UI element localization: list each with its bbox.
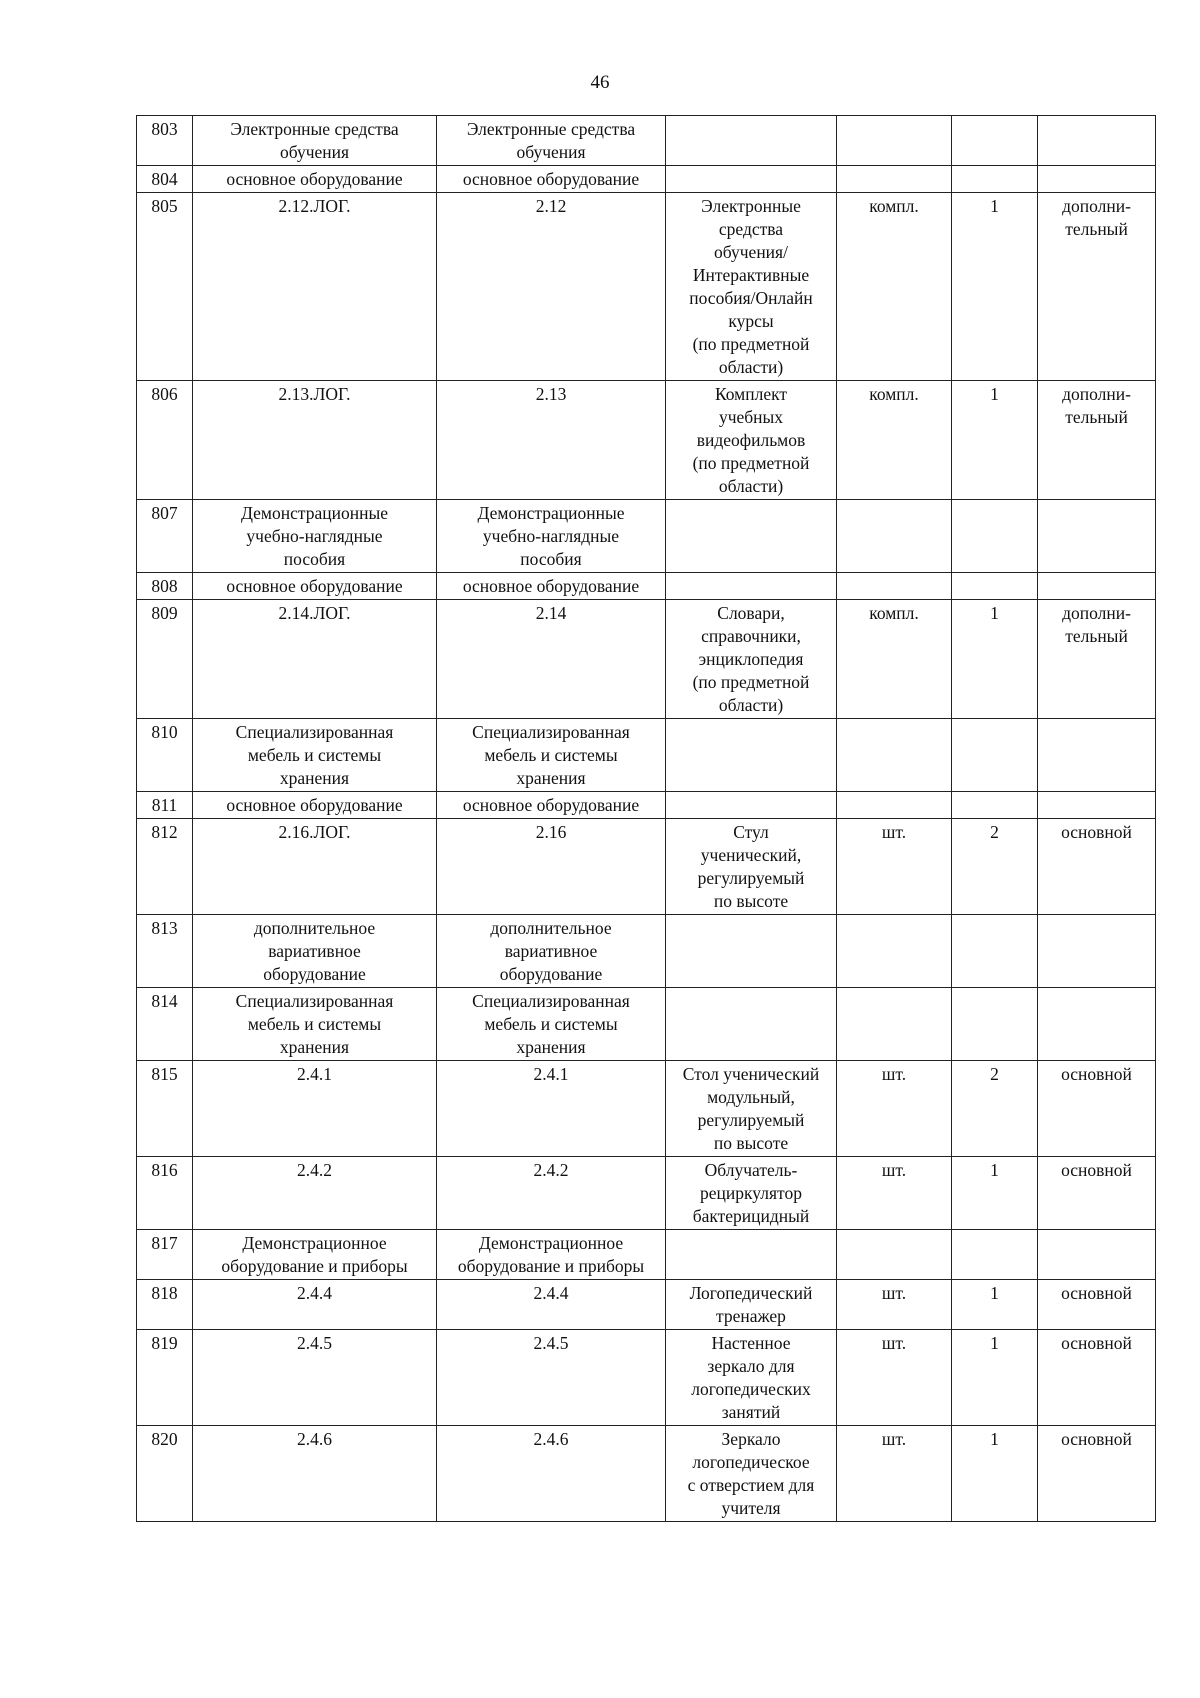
code-section-cell: основное оборудование [193, 166, 437, 193]
unit-cell [837, 166, 952, 193]
equipment-type-cell [1038, 573, 1156, 600]
unit-cell: шт. [837, 1426, 952, 1522]
quantity-cell: 1 [952, 193, 1038, 381]
table-row [137, 381, 1156, 500]
row-number-cell: 804 [137, 166, 193, 193]
row-number-cell: 803 [137, 116, 193, 166]
quantity-cell [952, 719, 1038, 792]
item-name-cell [666, 1230, 837, 1280]
table-row [137, 1426, 1156, 1522]
equipment-type-cell [1038, 792, 1156, 819]
code-cell: Демонстрационное оборудование и приборы [437, 1230, 666, 1280]
quantity-cell [952, 573, 1038, 600]
unit-cell: компл. [837, 193, 952, 381]
code-cell: 2.4.6 [437, 1426, 666, 1522]
unit-cell [837, 116, 952, 166]
table-row [137, 792, 1156, 819]
unit-cell: шт. [837, 1280, 952, 1330]
item-name-cell: Стул ученический, регулируемый по высоте [666, 819, 837, 915]
unit-cell [837, 915, 952, 988]
item-name-cell [666, 500, 837, 573]
row-number-cell: 814 [137, 988, 193, 1061]
table-row [137, 988, 1156, 1061]
row-number-cell: 806 [137, 381, 193, 500]
item-name-cell: Логопедический тренажер [666, 1280, 837, 1330]
table-body [137, 116, 1156, 1522]
unit-cell: шт. [837, 1061, 952, 1157]
quantity-cell: 1 [952, 1280, 1038, 1330]
quantity-cell: 2 [952, 1061, 1038, 1157]
row-number-cell: 817 [137, 1230, 193, 1280]
quantity-cell: 1 [952, 1330, 1038, 1426]
unit-cell: шт. [837, 819, 952, 915]
quantity-cell: 1 [952, 1426, 1038, 1522]
code-cell: дополнительное вариативное оборудование [437, 915, 666, 988]
item-name-cell: Электронные средства обучения/ Интерактивные пособия/Онлайн курсы (по предметной области) [666, 193, 837, 381]
code-cell: 2.4.1 [437, 1061, 666, 1157]
table-row [137, 719, 1156, 792]
code-section-cell: 2.16.ЛОГ. [193, 819, 437, 915]
code-section-cell: Специализированная мебель и системы хранения [193, 988, 437, 1061]
table-row [137, 166, 1156, 193]
quantity-cell [952, 988, 1038, 1061]
unit-cell [837, 573, 952, 600]
unit-cell [837, 1230, 952, 1280]
code-section-cell: Демонстрационное оборудование и приборы [193, 1230, 437, 1280]
row-number-cell: 816 [137, 1157, 193, 1230]
code-section-cell: Демонстрационные учебно-наглядные пособия [193, 500, 437, 573]
code-cell: 2.4.4 [437, 1280, 666, 1330]
item-name-cell [666, 166, 837, 193]
code-cell: основное оборудование [437, 573, 666, 600]
item-name-cell: Стол ученический модульный, регулируемый по высоте [666, 1061, 837, 1157]
code-section-cell: дополнительное вариативное оборудование [193, 915, 437, 988]
quantity-cell [952, 1230, 1038, 1280]
code-cell: 2.16 [437, 819, 666, 915]
page-number: 46 [590, 72, 610, 93]
code-cell: 2.4.2 [437, 1157, 666, 1230]
row-number-cell: 813 [137, 915, 193, 988]
unit-cell [837, 988, 952, 1061]
equipment-type-cell [1038, 500, 1156, 573]
item-name-cell: Словари, справочники, энциклопедия (по предметной области) [666, 600, 837, 719]
quantity-cell: 2 [952, 819, 1038, 915]
code-section-cell: основное оборудование [193, 573, 437, 600]
code-section-cell: 2.13.ЛОГ. [193, 381, 437, 500]
item-name-cell: Облучатель- рециркулятор бактерицидный [666, 1157, 837, 1230]
code-section-cell: 2.4.5 [193, 1330, 437, 1426]
code-section-cell: 2.12.ЛОГ. [193, 193, 437, 381]
code-cell: Демонстрационные учебно-наглядные пособия [437, 500, 666, 573]
row-number-cell: 820 [137, 1426, 193, 1522]
quantity-cell: 1 [952, 381, 1038, 500]
row-number-cell: 812 [137, 819, 193, 915]
quantity-cell [952, 500, 1038, 573]
unit-cell [837, 792, 952, 819]
unit-cell [837, 500, 952, 573]
code-section-cell: 2.14.ЛОГ. [193, 600, 437, 719]
code-cell: основное оборудование [437, 792, 666, 819]
row-number-cell: 808 [137, 573, 193, 600]
equipment-table [136, 115, 1156, 1522]
equipment-type-cell: дополни- тельный [1038, 381, 1156, 500]
equipment-type-cell [1038, 719, 1156, 792]
quantity-cell [952, 166, 1038, 193]
table-row [137, 1061, 1156, 1157]
code-cell: Специализированная мебель и системы хранения [437, 988, 666, 1061]
equipment-type-cell: основной [1038, 1330, 1156, 1426]
code-cell: 2.13 [437, 381, 666, 500]
code-cell: Специализированная мебель и системы хранения [437, 719, 666, 792]
code-section-cell: 2.4.6 [193, 1426, 437, 1522]
table-row [137, 116, 1156, 166]
equipment-type-cell: основной [1038, 819, 1156, 915]
equipment-type-cell: основной [1038, 1157, 1156, 1230]
unit-cell: компл. [837, 600, 952, 719]
code-section-cell: 2.4.2 [193, 1157, 437, 1230]
table-row [137, 1330, 1156, 1426]
table-row [137, 193, 1156, 381]
code-cell: 2.14 [437, 600, 666, 719]
row-number-cell: 818 [137, 1280, 193, 1330]
equipment-type-cell: дополни- тельный [1038, 193, 1156, 381]
row-number-cell: 810 [137, 719, 193, 792]
quantity-cell: 1 [952, 600, 1038, 719]
code-section-cell: основное оборудование [193, 792, 437, 819]
unit-cell [837, 719, 952, 792]
table-row [137, 1157, 1156, 1230]
unit-cell: компл. [837, 381, 952, 500]
table-row [137, 819, 1156, 915]
quantity-cell: 1 [952, 1157, 1038, 1230]
row-number-cell: 805 [137, 193, 193, 381]
code-cell: 2.12 [437, 193, 666, 381]
item-name-cell [666, 573, 837, 600]
item-name-cell: Зеркало логопедическое с отверстием для учителя [666, 1426, 837, 1522]
code-cell: 2.4.5 [437, 1330, 666, 1426]
unit-cell: шт. [837, 1157, 952, 1230]
row-number-cell: 819 [137, 1330, 193, 1426]
equipment-type-cell [1038, 116, 1156, 166]
item-name-cell [666, 915, 837, 988]
equipment-type-cell [1038, 915, 1156, 988]
item-name-cell [666, 792, 837, 819]
table-row [137, 1280, 1156, 1330]
code-section-cell: 2.4.1 [193, 1061, 437, 1157]
item-name-cell [666, 719, 837, 792]
equipment-type-cell: основной [1038, 1426, 1156, 1522]
equipment-type-cell: основной [1038, 1280, 1156, 1330]
table-row [137, 600, 1156, 719]
code-section-cell: Электронные средства обучения [193, 116, 437, 166]
code-section-cell: 2.4.4 [193, 1280, 437, 1330]
row-number-cell: 815 [137, 1061, 193, 1157]
quantity-cell [952, 792, 1038, 819]
equipment-type-cell [1038, 166, 1156, 193]
equipment-type-cell: дополни- тельный [1038, 600, 1156, 719]
quantity-cell [952, 915, 1038, 988]
row-number-cell: 809 [137, 600, 193, 719]
item-name-cell: Настенное зеркало для логопедических занятий [666, 1330, 837, 1426]
table-row [137, 500, 1156, 573]
equipment-type-cell [1038, 1230, 1156, 1280]
equipment-type-cell: основной [1038, 1061, 1156, 1157]
table-row [137, 573, 1156, 600]
row-number-cell: 811 [137, 792, 193, 819]
unit-cell: шт. [837, 1330, 952, 1426]
code-section-cell: Специализированная мебель и системы хранения [193, 719, 437, 792]
table-row [137, 915, 1156, 988]
code-cell: основное оборудование [437, 166, 666, 193]
code-cell: Электронные средства обучения [437, 116, 666, 166]
item-name-cell: Комплект учебных видеофильмов (по предметной области) [666, 381, 837, 500]
table-row [137, 1230, 1156, 1280]
item-name-cell [666, 116, 837, 166]
equipment-type-cell [1038, 988, 1156, 1061]
quantity-cell [952, 116, 1038, 166]
item-name-cell [666, 988, 837, 1061]
row-number-cell: 807 [137, 500, 193, 573]
